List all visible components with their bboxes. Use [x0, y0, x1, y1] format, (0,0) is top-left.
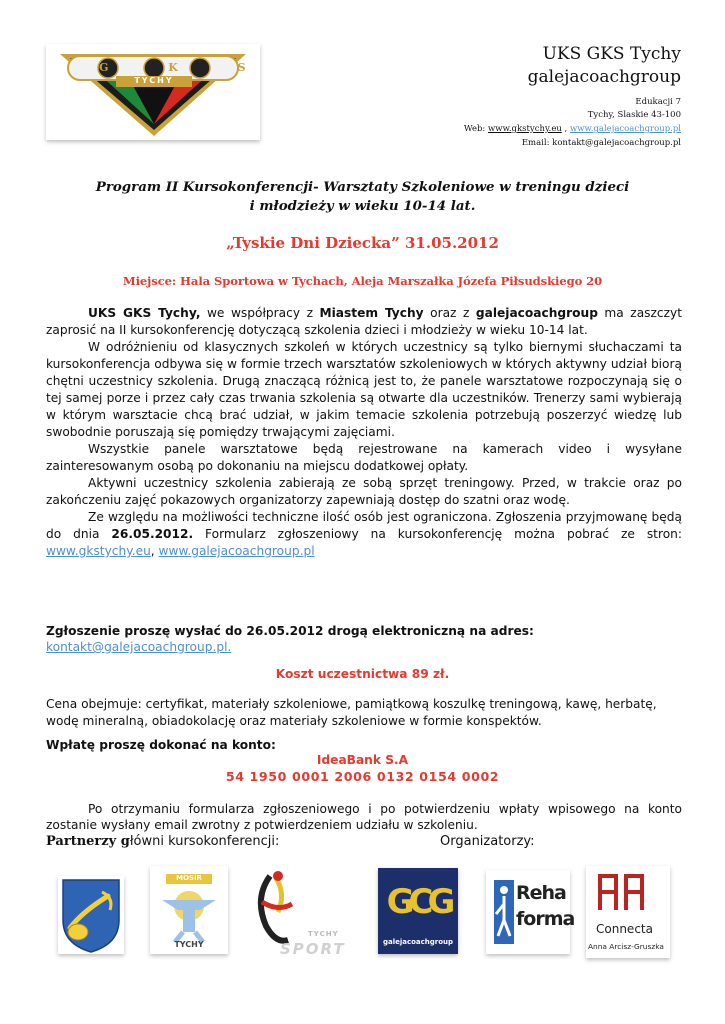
mosir-tychy-text: TYCHY: [174, 940, 204, 949]
paragraph-intro: [46, 305, 682, 339]
email-line: Email: kontakt@galejacoachgroup.pl: [521, 138, 681, 148]
address-street: Edukacji 7: [635, 97, 681, 107]
deadline-bold: 26.05.2012.: [111, 527, 194, 541]
connecta-logo: [586, 866, 670, 958]
text-fragment: we współpracy z: [200, 306, 320, 320]
text-fragment: Formularz zgłoszeniowy na kursokonferencję można pobrać ze stron:: [193, 527, 682, 541]
link-galeja[interactable]: www.galejacoachgroup.pl: [158, 544, 315, 558]
bank-name: IdeaBank S.A: [316, 753, 409, 767]
city-bold: Miastem Tychy: [319, 306, 424, 320]
event-title: „Tyskie Dni Dziecka” 31.05.2012: [226, 234, 499, 252]
account-number: 54 1950 0001 2006 0132 0154 0002: [225, 769, 500, 784]
tychy-sport-big: SPORT: [280, 940, 346, 958]
org-name: UKS GKS Tychy: [542, 44, 681, 64]
logo-lettering: G K S: [99, 61, 274, 74]
organizers-label: Organizatorzy:: [440, 834, 535, 849]
gcg-letters: GCG: [386, 882, 450, 922]
connecta-person: Anna Arcisz-Gruszka: [588, 942, 664, 951]
link-gkstychy[interactable]: www.gkstychy.eu: [46, 544, 151, 558]
tychy-crest-logo: [58, 876, 124, 954]
web-label: Web:: [463, 124, 489, 134]
payment-label: Wpłatę proszę dokonać na konto:: [46, 738, 276, 752]
registration-email[interactable]: kontakt@galejacoachgroup.pl.: [46, 640, 232, 654]
program-title-line2: i młodzieży w wieku 10-14 lat.: [249, 198, 476, 214]
tychy-sport-small: TYCHY: [308, 930, 339, 938]
cost-label: Koszt uczestnictwa 89 zł.: [275, 667, 450, 681]
partners-label: [46, 834, 279, 849]
web-link-gkstychy[interactable]: www.gkstychy.eu: [488, 124, 562, 134]
connecta-name: Connecta: [596, 922, 653, 936]
logo-lettering-tychy: TYCHY: [134, 76, 174, 85]
rehaforma-logo: [486, 870, 575, 954]
web-sep: ,: [561, 124, 570, 134]
paragraph-limits: [46, 509, 682, 560]
partners-label-b: łówni kursokonferencji:: [129, 834, 280, 849]
gcg-logo: [378, 868, 458, 954]
closing-paragraph: Po otrzymaniu formularza zgłoszeniowego i po potwierdzeniu wpłaty wpisowego na konto zostanie wysłany email zwrotny z potwierdzeniem udziału w szkoleniu.: [46, 802, 682, 832]
org-group: galejacoachgroup: [527, 67, 681, 87]
paragraph-video: Wszystkie panele warsztatowe będą rejestrowane na kamerach video i wysyłane zainteresowanym osobą po dokonaniu na miejscu dodatkowej opłaty.: [46, 442, 682, 473]
text-fragment: oraz z: [423, 306, 476, 320]
text-fragment: ,: [150, 544, 159, 558]
tychy-sport-logo: [248, 868, 352, 958]
paragraph-equipment: Aktywni uczestnicy szkolenia zabierają ze sobą sprzęt treningowy. Przed, w trakcie oraz po zakończeniu zajęć pokazowych organizatorzy zapewniają dostęp do szatni oraz wodę.: [46, 476, 682, 507]
group-bold: galejacoachgroup: [475, 306, 598, 320]
event-place: Miejsce: Hala Sportowa w Tychach, Aleja Marszałka Józefa Piłsudskiego 20: [122, 274, 603, 288]
gcg-caption: galejacoachgroup: [382, 938, 454, 946]
web-link-galeja[interactable]: www.galejacoachgroup.pl: [569, 124, 681, 134]
partners-label-a: Partnerzy g: [46, 834, 130, 849]
text-fragment: Ze względu na możliwości techniczne ilość osób jest ograniczona. Zgłoszenia przyjmowanę będą do dnia: [46, 510, 682, 541]
registration-label: Zgłoszenie proszę wysłać do 26.05.2012 drogą elektroniczną na adres:: [46, 624, 534, 638]
reha-text: Reha: [516, 882, 566, 904]
gks-tychy-logo: [46, 44, 274, 140]
paragraph-format: W odróżnieniu od klasycznych szkoleń w których uczestnicy są tylko biernymi słuchaczami ta kursokonferencja odbywa się w formie trzech warsztatów szkoleniowych w których aktywny udział biorą chętni uczestnicy szkolenia. Drugą znaczącą różnicą jest to, że panele warsztatowe rozpoczynają się o tej samej porze i przez cały czas trwania szkolenia są otwarte dla uczestników. Trenerzy sami wybierają w którym warsztacie chcą brać udział, w jakim temacie szkolenia potrzebują poszerzyć wiedzę lub swobodnie poruszają się pomiędzy trwającymi zajęciami.: [46, 340, 682, 439]
body-text: [46, 305, 682, 560]
cost-includes: Cena obejmuje: certyfikat, materiały szkoleniowe, pamiątkową koszulkę treningową, kawę, herbatę, wodę mineralną, obiadokolację oraz materiały szkoleniowe w formie konspektów.: [46, 697, 657, 728]
org-bold: UKS GKS Tychy,: [88, 306, 201, 320]
address-city: Tychy, Slaskie 43-100: [587, 110, 681, 120]
text-fragment: ma zaszczyt zaprosić na II kursokonferencję dotyczącą szkolenia dzieci i młodzieży w wieku 10-14 lat.: [46, 306, 682, 337]
program-title: [40, 178, 685, 216]
mosir-text: MOSiR: [176, 874, 202, 882]
program-title-line1: Program II Kursokonferencji- Warsztaty Szkoleniowe w treningu dzieci: [95, 179, 630, 195]
web-line: [464, 124, 681, 134]
forma-text: forma: [516, 908, 575, 930]
mosir-logo: [150, 866, 228, 954]
closing-text: [46, 801, 682, 833]
